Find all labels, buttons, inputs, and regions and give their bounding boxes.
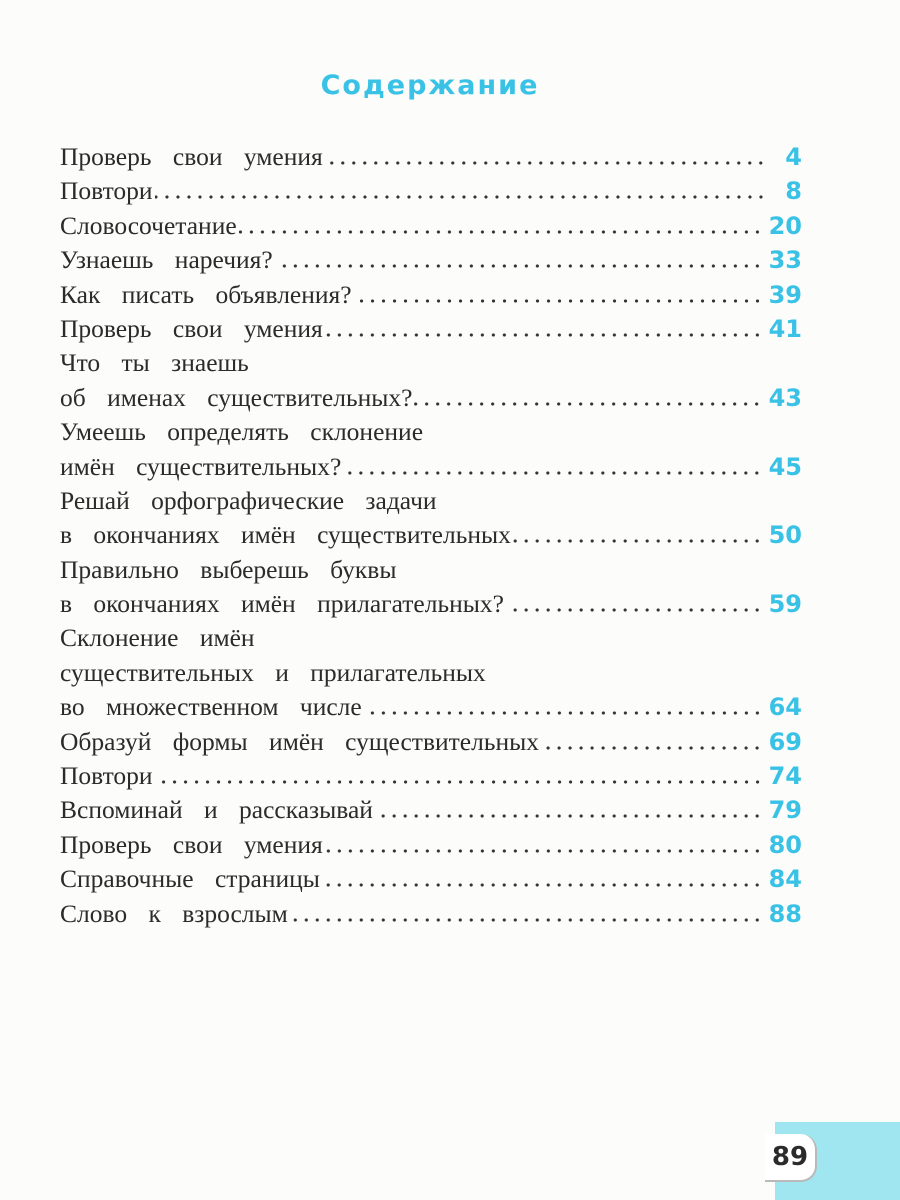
toc-line bbox=[60, 211, 802, 245]
toc-page-number[interactable]: 88 bbox=[768, 899, 802, 928]
toc-entry-text: Что ты знаешь bbox=[60, 348, 249, 378]
toc-line bbox=[60, 761, 802, 795]
toc-line bbox=[60, 899, 802, 933]
toc-page-number[interactable]: 69 bbox=[768, 727, 802, 756]
toc-entry-text: Образуй формы имён существительных bbox=[60, 726, 539, 756]
toc-line bbox=[60, 555, 802, 589]
dot-leader bbox=[325, 333, 763, 337]
toc-entry-text: Словосочетание bbox=[60, 210, 237, 240]
toc-line bbox=[60, 658, 802, 692]
toc-line bbox=[60, 348, 802, 382]
toc-entry-text: Вспоминай и рассказывай bbox=[60, 795, 373, 825]
toc-page-number[interactable]: 84 bbox=[768, 865, 802, 894]
dot-leader bbox=[541, 746, 763, 750]
toc-entry-text: Повтори bbox=[60, 176, 153, 206]
toc-page-number[interactable]: 20 bbox=[768, 211, 802, 240]
toc-page-number[interactable]: 43 bbox=[768, 383, 802, 412]
toc-page-number[interactable]: 33 bbox=[768, 246, 802, 275]
toc-entry-text: Как писать объявления? bbox=[60, 279, 352, 309]
toc-line bbox=[60, 623, 802, 657]
toc-page-number[interactable]: 50 bbox=[768, 521, 802, 550]
toc-page-number[interactable]: 41 bbox=[768, 314, 802, 343]
dot-leader bbox=[239, 230, 763, 234]
toc-line bbox=[60, 520, 802, 554]
toc-entry-text: Проверь свои умения bbox=[60, 829, 323, 859]
toc-entry-text: Правильно выберешь буквы bbox=[60, 554, 397, 584]
toc-entry-text: во множественном числе bbox=[60, 692, 362, 722]
dot-leader bbox=[322, 883, 763, 887]
toc-page-number[interactable]: 74 bbox=[768, 762, 802, 791]
dot-leader bbox=[375, 814, 763, 818]
dot-leader bbox=[155, 195, 766, 199]
toc-page-number[interactable]: 45 bbox=[768, 452, 802, 481]
toc-line bbox=[60, 727, 802, 761]
toc-entry-text: в окончаниях имён существительных bbox=[60, 520, 511, 550]
dot-leader bbox=[155, 780, 763, 784]
toc-line bbox=[60, 452, 802, 486]
toc-page-number[interactable]: 8 bbox=[785, 177, 802, 206]
dot-leader bbox=[513, 539, 763, 543]
toc-line bbox=[60, 864, 802, 898]
toc-page-number[interactable]: 80 bbox=[768, 830, 802, 859]
toc-page-number[interactable]: 39 bbox=[768, 280, 802, 309]
dot-leader bbox=[414, 402, 762, 406]
toc-entry-text: Склонение имён bbox=[60, 623, 255, 653]
toc-line bbox=[60, 795, 802, 829]
toc-entry-text: в окончаниях имён прилагательных? bbox=[60, 589, 504, 619]
toc-entry-text: Слово к взрослым bbox=[60, 898, 288, 928]
dot-leader bbox=[275, 264, 763, 268]
toc-entry-text: Решай орфографические задачи bbox=[60, 485, 437, 515]
dot-leader bbox=[364, 711, 763, 715]
toc-line bbox=[60, 245, 802, 279]
dot-leader bbox=[325, 161, 766, 165]
dot-leader bbox=[325, 849, 763, 853]
toc-entry-text: Проверь свои умения bbox=[60, 142, 323, 171]
toc-entry-text: существительных и прилагательных bbox=[60, 657, 486, 687]
toc-page-number[interactable]: 4 bbox=[785, 143, 802, 171]
toc-entry-text: Проверь свои умения bbox=[60, 313, 323, 343]
toc-page-number[interactable]: 59 bbox=[768, 590, 802, 619]
toc-page-number[interactable]: 79 bbox=[768, 796, 802, 825]
dot-leader bbox=[354, 299, 763, 303]
toc-line bbox=[60, 383, 802, 417]
toc-entry-text: Справочные страницы bbox=[60, 864, 320, 894]
toc-line bbox=[60, 176, 802, 210]
toc-line bbox=[60, 830, 802, 864]
dot-leader bbox=[506, 608, 763, 612]
toc-entry-text: Умеешь определять склонение bbox=[60, 417, 424, 447]
toc-line bbox=[60, 280, 802, 314]
toc-entry-text: Повтори bbox=[60, 761, 153, 791]
dot-leader bbox=[290, 918, 763, 922]
dot-leader bbox=[343, 471, 762, 475]
toc-entry-text: имён существительных? bbox=[60, 451, 342, 481]
table-of-contents bbox=[60, 142, 802, 933]
toc-line bbox=[60, 142, 802, 176]
toc-entry-text: Узнаешь наречия? bbox=[60, 245, 273, 275]
page-title: Содержание bbox=[320, 70, 540, 101]
toc-line bbox=[60, 417, 802, 451]
toc-line bbox=[60, 589, 802, 623]
page-number: 89 bbox=[765, 1134, 817, 1182]
toc-page-number[interactable]: 64 bbox=[768, 693, 802, 722]
toc-line bbox=[60, 692, 802, 726]
toc-entry-text: об именах существительных? bbox=[60, 382, 413, 412]
toc-line bbox=[60, 314, 802, 348]
toc-line bbox=[60, 486, 802, 520]
